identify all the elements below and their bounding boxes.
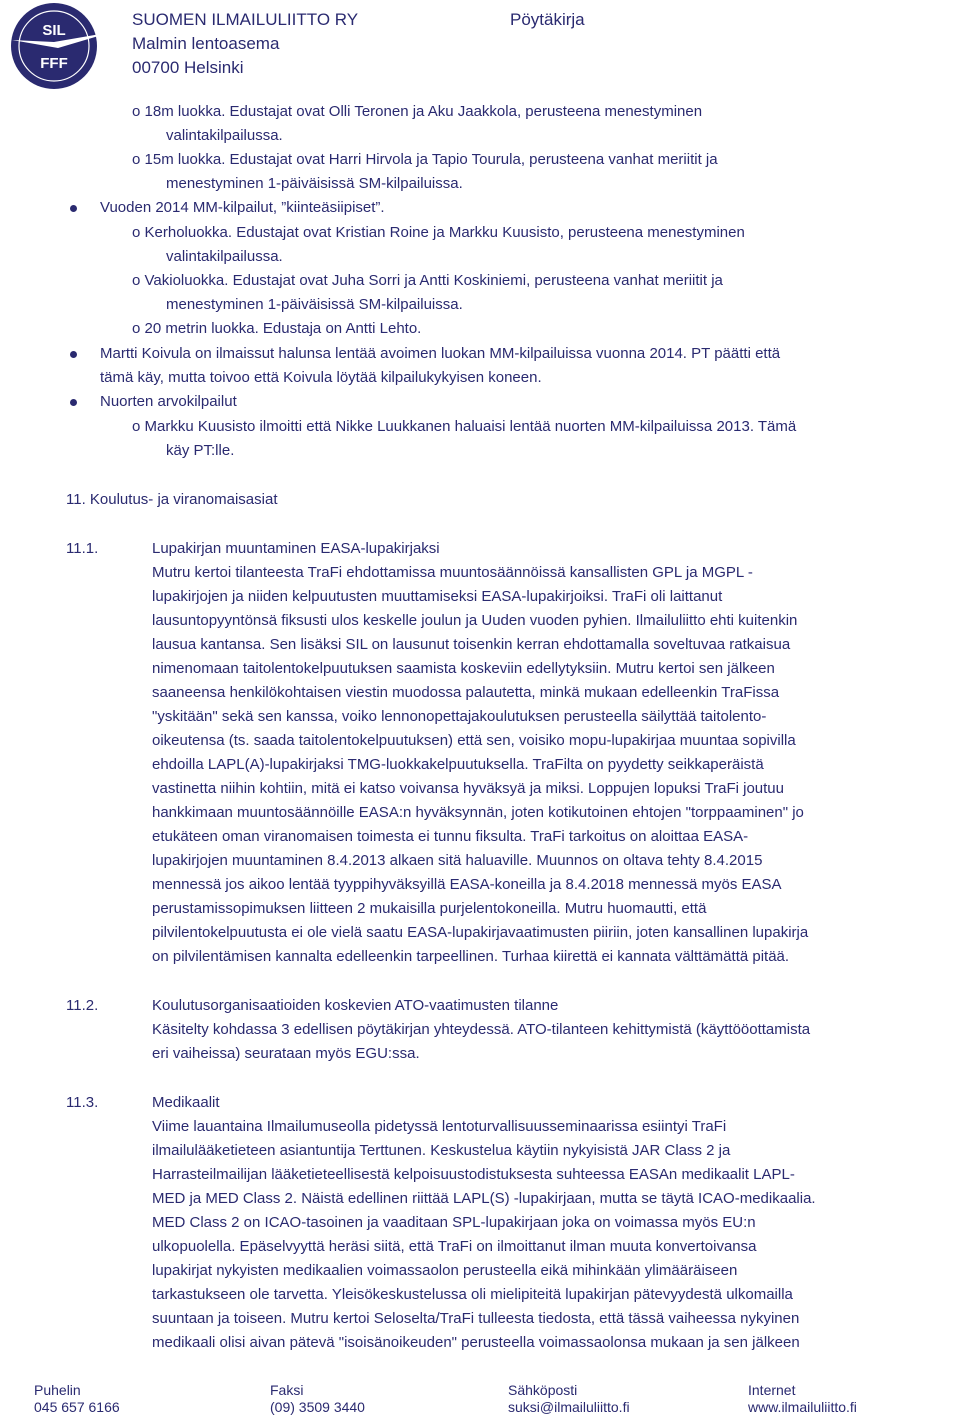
text-line: Nuorten arvokilpailut [100,393,237,410]
footer-phone [34,1382,120,1416]
text-line: ilmailulääketieteen asiantuntija Terttunen. Keskustelua käytiin nykyisistä JAR Class 2 ja [152,1142,731,1159]
text-line: menestyminen 1-päiväisissä SM-kilpailuissa. [166,296,463,313]
text-line: Viime lauantaina Ilmailumuseolla pidetyssä lentoturvallisuusseminaarissa esiintyi TraFi [152,1118,727,1135]
text-line: lausua kantansa. Sen lisäksi SIL on lausunut toisenkin kerran ehdottamalla soveltuvaa ratkaisua [152,636,791,653]
org-address-2: 00700 Helsinki [132,58,244,77]
text-line: tarkastukseen ole tarvetta. Yleisökeskustelussa oli mielipiteitä lupakirjan pätevyydestä ulkomailla [152,1286,793,1303]
footer-web [748,1382,857,1416]
subsection-title: Koulutusorganisaatioiden koskevien ATO-vaatimusten tilanne [152,997,559,1014]
text-line: mennessä jos aikoo lentää tyyppihyväksyillä EASA-koneilla ja 8.4.2018 mennessä myös EASA [152,876,782,893]
text-line: Käsitelty kohdassa 3 edellisen pöytäkirjan yhteydessä. ATO-tilanteen kehittymistä (käyttööottamista [152,1021,811,1038]
text-line: oikeutensa (ts. saada taitolentokelpuutuksen) että sen, voisiko mopu-lupakirjaa muuntaa sopivilla [152,732,796,749]
bullet-icon [70,399,77,406]
text-line: hankkimaan muuntosäännöille EASA:n hyväksynnän, joten kotikutoinen ehtojen "torppaaminen" jo [152,804,804,821]
text-line: etukäteen oman viranomaisen toimesta ei tunnu fiksulta. TraFi tarkoitus on aloittaa EASA- [152,828,749,845]
text-line: MED Class 2 on ICAO-tasoinen ja vaaditaan SPL-lupakirjaan joka on voimassa myös EU:n [152,1214,756,1231]
email-value[interactable]: suksi@ilmailuliitto.fi [508,1399,630,1415]
text-line: o 18m luokka. Edustajat ovat Olli Teronen ja Aku Jaakkola, perusteena menestyminen [132,103,703,120]
web-label: Internet [748,1382,796,1398]
footer-fax [270,1382,365,1416]
bullet-icon [70,205,77,212]
text-line: Martti Koivula on ilmaissut halunsa lentää avoimen luokan MM-kilpailuissa vuonna 2014. PT päätti että [100,345,781,362]
text-line: lupakirjojen muuntaminen 8.4.2013 alkaen sitä haluaville. Muunnos on oltava tehty 8.4.2015 [152,852,763,869]
text-line: tämä käy, mutta toivoo että Koivula löytää kilpailukykyisen koneen. [100,369,542,386]
text-line: valintakilpailussa. [166,127,283,144]
org-address-1: Malmin lentoasema [132,34,280,53]
text-line: eri vaiheissa) seurataan myös EGU:ssa. [152,1045,420,1062]
text-line: perustamissopimuksen liitteen 2 mukaisilla purjelentokoneilla. Mutru huomautti, että [152,900,707,917]
text-line: o 15m luokka. Edustajat ovat Harri Hirvola ja Tapio Tourula, perusteena vanhat meriitit ja [132,151,718,168]
text-line: saaneensa henkilökohtaisen viestin muodossa palautetta, minkä mukaan edelleenkin TraFissa [152,684,780,701]
text-line: lupakirjat nykyisten medikaalien voimassaolon perusteella eikä mihinkään ylimääräiseen [152,1262,738,1279]
fax-value: (09) 3509 3440 [270,1399,365,1415]
svg-text:FFF: FFF [40,55,68,72]
text-line: medikaali olisi aivan pätevä "isoisänoikeuden" perusteella voimassaolonsa mukaan ja sen jälkeen [152,1334,800,1351]
subsection-title: Medikaalit [152,1094,220,1111]
text-line: suuntaan ja toiseen. Mutru kertoi Seloselta/TraFi tulleesta tiedosta, että tässä vaiheessa nykyinen [152,1310,800,1327]
text-line: menestyminen 1-päiväisissä SM-kilpailuissa. [166,175,463,192]
text-line: Mutru kertoi tilanteesta TraFi ehdottamissa muuntosäännöissä kansallisten GPL ja MGPL - [152,564,753,581]
text-line: lausuntopyyntönsä fiksusti ulos keskelle joulun ja Uuden vuoden pyhien. Ilmailuliitto ehti kuitenkin [152,612,798,629]
email-label: Sähköposti [508,1382,578,1398]
text-line: o Kerholuokka. Edustajat ovat Kristian Roine ja Markku Kuusisto, perusteena menestyminen [132,224,745,241]
text-line: vastinetta niihin kohtiin, mitä ei katso voivansa hyväksyä ja miksi. Loppujen lopuksi TraFi joutuu [152,780,784,797]
subsection-title: Lupakirjan muuntaminen EASA-lupakirjaksi [152,540,440,557]
section-heading: 11. Koulutus- ja viranomaisasiat [66,491,278,508]
text-line: "yskitään" sekä sen kanssa, voiko lennonopettajakoulutuksen perusteella säilyttää taitolento- [152,708,767,725]
footer-email [508,1382,630,1416]
text-line: pilvilentokelpuutusta ei ole vielä saatu EASA-lupakirjavaatimusten piiriin, joten kansallinen lupakirja [152,924,809,941]
org-name: SUOMEN ILMAILULIITTO RY [132,10,359,29]
sil-logo [2,2,120,94]
subsection-number: 11.2. [66,997,99,1014]
svg-text:SIL: SIL [42,22,66,39]
phone-value: 045 657 6166 [34,1399,120,1415]
subsection-number: 11.1. [66,540,99,557]
fax-label: Faksi [270,1382,304,1398]
subsection-number: 11.3. [66,1094,99,1111]
bullet-icon [70,351,77,358]
text-line: on pilvilentämisen kannalta edelleenkin tarpeellinen. Turhaa kiirettä ei kannata välttämättä pitää. [152,948,790,965]
text-line: Vuoden 2014 MM-kilpailut, ”kiinteäsiipiset”. [100,199,385,216]
phone-label: Puhelin [34,1382,81,1398]
text-line: o Vakioluokka. Edustajat ovat Juha Sorri ja Antti Koskiniemi, perusteena vanhat meriitit ja [132,272,723,289]
text-line: nimenomaan taitolentokelpuutuksen saamista koskeviin edellytyksiin. Mutru kertoi sen jälkeen [152,660,775,677]
org-header [132,8,358,80]
text-line: o 20 metrin luokka. Edustaja on Antti Lehto. [132,320,422,337]
text-line: käy PT:lle. [166,442,235,459]
web-value[interactable]: www.ilmailuliitto.fi [748,1399,857,1415]
text-line: Harrasteilmailijan lääketieteellisestä kelpoisuustodistuksesta suhteessa EASAn medikaalit LAPL- [152,1166,795,1183]
text-line: lupakirjojen ja niiden kelpuutusten muuttamiseksi EASA-lupakirjoiksi. TraFi oli laittanut [152,588,723,605]
text-line: MED ja MED Class 2. Näistä edellinen riittää LAPL(S) -lupakirjaan, mutta se täytä ICAO-medikaalia. [152,1190,816,1207]
text-line: valintakilpailussa. [166,248,283,265]
text-line: o Markku Kuusisto ilmoitti että Nikke Luukkanen haluaisi lentää nuorten MM-kilpailuissa 2013. Tämä [132,418,797,435]
text-line: ulkopuolella. Epäselvyyttä heräsi siitä, että TraFi on ilmoittanut ilman muuta konvertoivansa [152,1238,757,1255]
text-line: ehdoilla LAPL(A)-lupakirjaksi TMG-luokkakelpuutuksella. TraFilta on pyydetty seikkaperäistä [152,756,764,773]
document-type: Pöytäkirja [510,10,585,29]
